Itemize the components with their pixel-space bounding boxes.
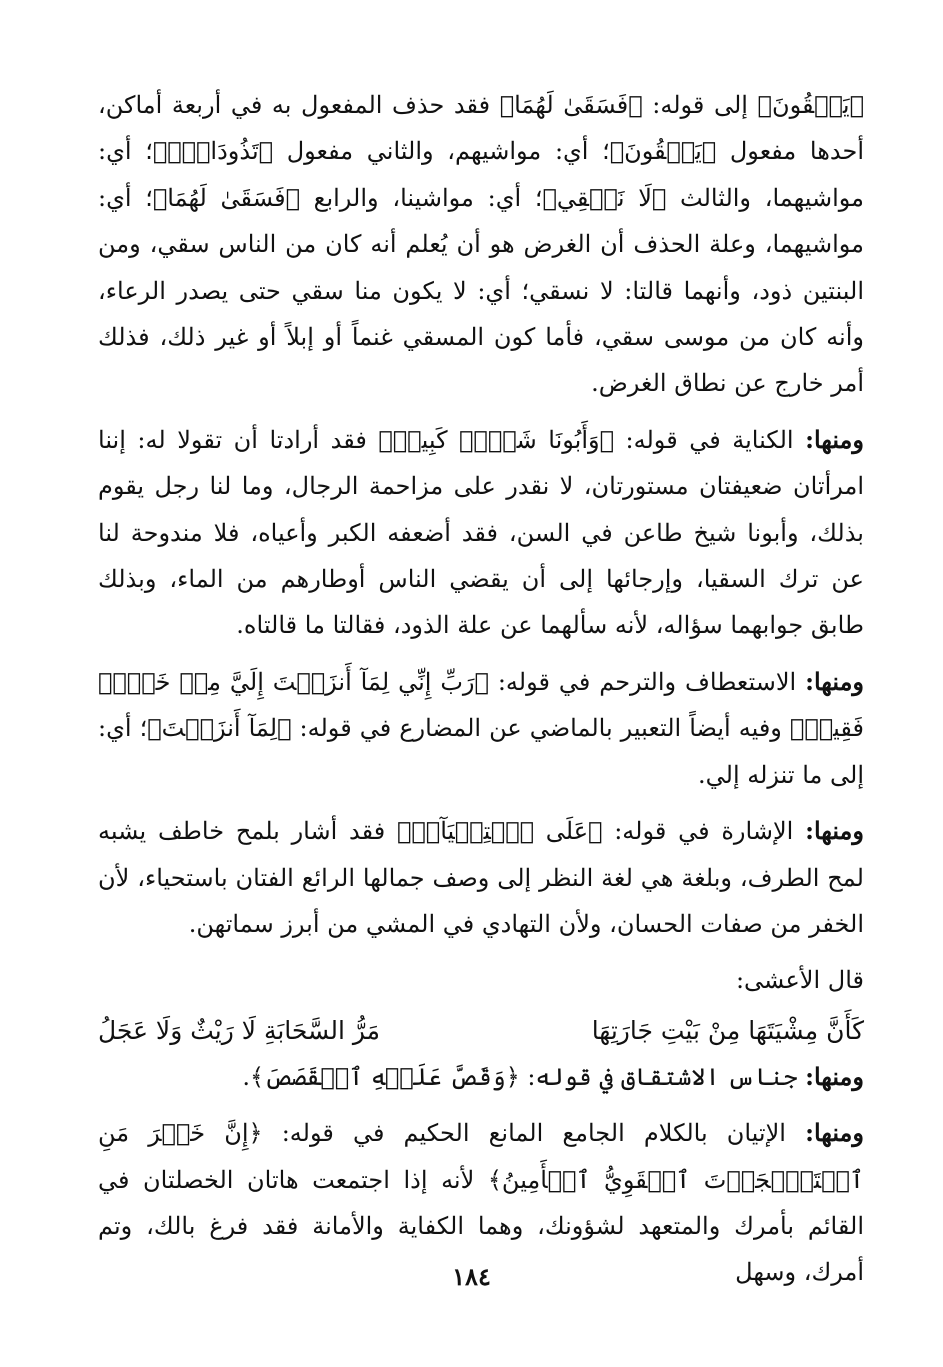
paragraph-supplication bbox=[98, 659, 864, 798]
paragraph-metonymy bbox=[98, 417, 864, 649]
paragraph-text: الإتيان بالكلام الجامع المانع الحكيم في قوله: ﴿إِنَّ خَيۡرَ مَنِ ٱسۡتَـٔۡجَرۡتَ ٱلۡقَوِيُّ ٱلۡأَمِينُ﴾ لأنه إذا اجتمعت هاتان الخصلتان في القائم بأمرك والمتعهد لشؤونك، وهما الكفاية والأمانة فقد فرغ بالك، وتم أمرك، وسهل bbox=[98, 1119, 864, 1287]
paragraph-text: الإشارة في قوله: ﴿عَلَى ٱسۡتِحۡيَآءٖ﴾ فقد أشار بلمح خاطف يشبه لمح الطرف، وبلغة هي لغة النظر إلى وصف جمالها الرائع الفتان باستحياء، لأن الخفر من صفات الحسان، ولأن التهادي في المشي من أبرز سماتهن. bbox=[98, 817, 864, 938]
poem-heading: قال الأعشى: bbox=[735, 966, 864, 995]
paragraph-intro: ومنها: bbox=[805, 666, 865, 696]
paragraph-intro: ومنها: bbox=[805, 424, 864, 454]
paragraph-paronomasia bbox=[98, 1054, 864, 1100]
poem-verse bbox=[98, 1008, 864, 1054]
paragraph-text: الكناية في قوله: ﴿وَأَبُونَا شَيۡخٞ كَبِيرٞ﴾ فقد أرادتا أن تقولا له: إننا امرأتان ضعيفتان مستورتان، لا نقدر على مزاحمة الرجال، وما لنا رجل يقوم بذلك، وأبونا شيخ طاعن في السن، فقد أضعفه الكبر وأعياه، فلا مندوحة لنا عن ترك السقيا، وإرجائها إلى أن يقضي الناس أوطارهم من الماء، وبذلك طابق جوابهما سؤاله، لأنه سألهما عن علة الذود، فقالتا ما قالتاه. bbox=[98, 425, 864, 640]
page-number: ١٨٤ bbox=[452, 1262, 491, 1291]
poem-hemistich-first: كَأَنَّ مِشْيَتَهَا مِنْ بَيْتِ جَارَتِهَا bbox=[591, 1015, 864, 1045]
paragraph-intro: ومنها: bbox=[805, 1118, 864, 1148]
paragraph-text: الاستعطاف والترحم في قوله: ﴿رَبِّ إِنِّي لِمَآ أَنزَلۡتَ إِلَيَّ مِنۡ خَيۡرٖ فَقِيرٞ﴾ وفيه أيضاً التعبير بالماضي عن المضارع في قوله: ﴿لِمَآ أَنزَلۡتَ﴾؛ أي: إلى ما تنزله إلي. bbox=[98, 667, 864, 789]
poem-hemistich-second: مَرُّ السَّحَابَةِ لَا رَيْثٌ وَلَا عَجَلُ bbox=[98, 1015, 381, 1045]
paragraph-intro: ومنها: bbox=[805, 1061, 864, 1091]
paragraph-intro: ومنها: bbox=[805, 816, 864, 846]
page-body bbox=[98, 82, 864, 1296]
paragraph-allusion bbox=[98, 808, 864, 947]
paragraph-text: جناس الاشتقاق في قوله: ﴿وَقَصَّ عَلَيۡهِ ٱلۡقَصَصَ﴾. bbox=[242, 1062, 806, 1091]
paragraph-text: ﴿يَسۡقُونَ﴾ إلى قوله: ﴿فَسَقَىٰ لَهُمَا﴾ فقد حذف المفعول به في أربعة أماكن، أحدها مفعول ﴿يَسۡقُونَ﴾؛ أي: مواشيهم، والثاني مفعول ﴿تَذُودَانِۖ﴾؛ أي: مواشيهما، والثالث ﴿لَا نَسۡقِي﴾؛ أي: مواشينا، والرابع ﴿فَسَقَىٰ لَهُمَا﴾؛ أي: مواشيهما، وعلة الحذف أن الغرض هو أن يُعلم أنه كان من الناس سقي، ومن البنتين ذود، وأنهما قالتا: لا نسقي؛ أي: لا يكون منا سقي حتى يصدر الرعاء، وأنه كان من موسى سقي، فأما كون المسقي غنماً أو إبلاً أو غير ذلك، فذلك أمر خارج عن نطاق الغرض. bbox=[98, 91, 865, 398]
paragraph-omitted-object bbox=[98, 82, 864, 407]
